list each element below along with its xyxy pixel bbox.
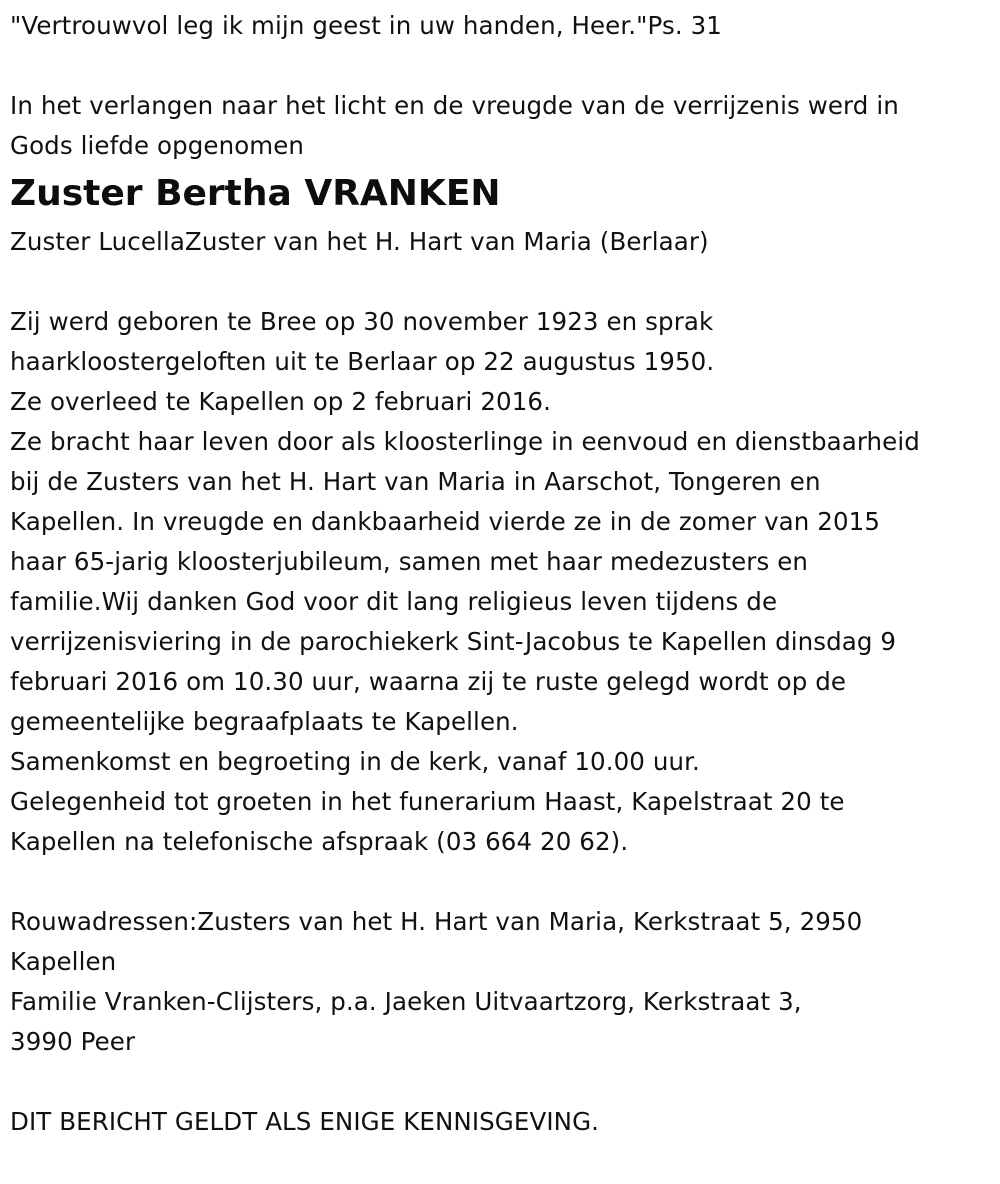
spacer bbox=[10, 1062, 990, 1102]
body-line: haarkloostergeloften uit te Berlaar op 22 augustus 1950. bbox=[10, 347, 715, 376]
body-line: februari 2016 om 10.30 uur, waarna zij te ruste gelegd wordt op de bbox=[10, 667, 847, 696]
body-line: Kapellen na telefonische afspraak (03 664 20 62). bbox=[10, 827, 629, 856]
intro-paragraph bbox=[10, 86, 990, 166]
biography-paragraph bbox=[10, 302, 990, 862]
mourning-addresses bbox=[10, 902, 990, 1062]
scripture-quote: "Vertrouwvol leg ik mijn geest in uw handen, Heer."Ps. 31 bbox=[10, 11, 722, 40]
spacer bbox=[10, 262, 990, 302]
body-line: verrijzenisviering in de parochiekerk Sint-Jacobus te Kapellen dinsdag 9 bbox=[10, 627, 897, 656]
intro-line: In het verlangen naar het licht en de vreugde van de verrijzenis werd in bbox=[10, 91, 899, 120]
spacer bbox=[10, 46, 990, 86]
address-line: Kapellen bbox=[10, 947, 117, 976]
body-line: bij de Zusters van het H. Hart van Maria in Aarschot, Tongeren en bbox=[10, 467, 821, 496]
deceased-subtitle: Zuster LucellaZuster van het H. Hart van Maria (Berlaar) bbox=[10, 227, 709, 256]
body-line: Zij werd geboren te Bree op 30 november 1923 en sprak bbox=[10, 307, 714, 336]
address-line: Familie Vranken-Clijsters, p.a. Jaeken Uitvaartzorg, Kerkstraat 3, bbox=[10, 987, 802, 1016]
address-line: Rouwadressen:Zusters van het H. Hart van Maria, Kerkstraat 5, 2950 bbox=[10, 907, 863, 936]
body-line: familie.Wij danken God voor dit lang religieus leven tijdens de bbox=[10, 587, 778, 616]
deceased-name: Zuster Bertha VRANKEN bbox=[10, 173, 501, 214]
body-line: Gelegenheid tot groeten in het funerarium Haast, Kapelstraat 20 te bbox=[10, 787, 845, 816]
notice-footer: DIT BERICHT GELDT ALS ENIGE KENNISGEVING. bbox=[10, 1107, 600, 1136]
body-line: haar 65-jarig kloosterjubileum, samen met haar medezusters en bbox=[10, 547, 809, 576]
body-line: Ze overleed te Kapellen op 2 februari 2016. bbox=[10, 387, 551, 416]
address-line: 3990 Peer bbox=[10, 1027, 136, 1056]
body-line: Ze bracht haar leven door als kloosterlinge in eenvoud en dienstbaarheid bbox=[10, 427, 920, 456]
body-line: gemeentelijke begraafplaats te Kapellen. bbox=[10, 707, 519, 736]
spacer bbox=[10, 862, 990, 902]
body-line: Kapellen. In vreugde en dankbaarheid vierde ze in de zomer van 2015 bbox=[10, 507, 881, 536]
intro-line: Gods liefde opgenomen bbox=[10, 131, 305, 160]
body-line: Samenkomst en begroeting in de kerk, vanaf 10.00 uur. bbox=[10, 747, 700, 776]
